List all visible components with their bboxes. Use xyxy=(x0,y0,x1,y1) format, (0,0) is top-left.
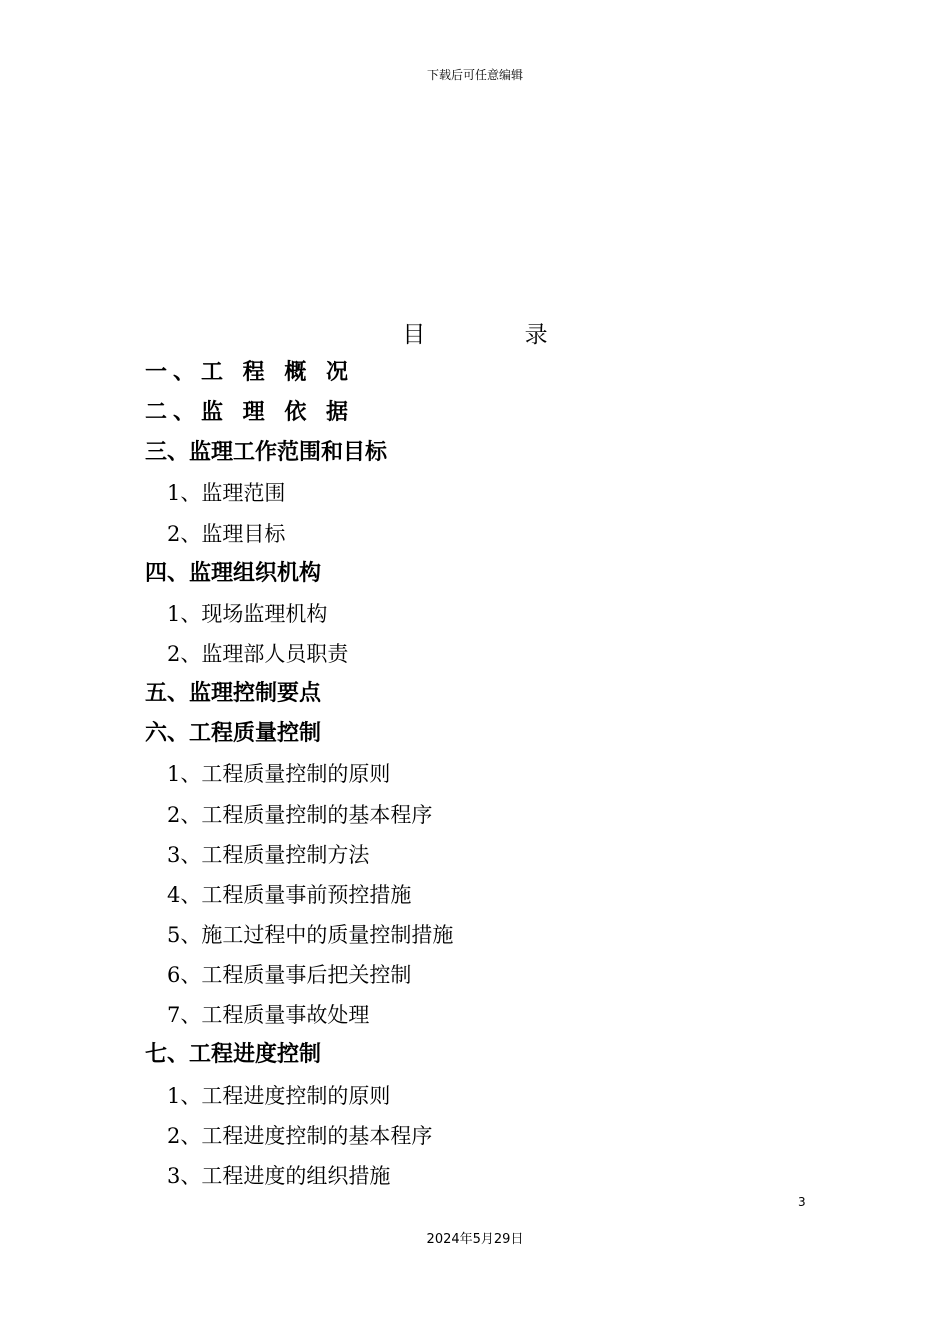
toc-subsection-item xyxy=(145,754,453,794)
toc-item-label: 、工程进度控制的基本程序 xyxy=(180,1123,433,1148)
toc-subsection-item xyxy=(145,795,453,835)
toc-item-number: 4 xyxy=(167,882,181,907)
header-note: 下载后可任意编辑 xyxy=(426,68,523,82)
footer-date: 2024年5月29日 xyxy=(426,1232,524,1247)
toc-item-label: 四、监理组织机构 xyxy=(145,560,322,586)
toc-item-label: 、工程质量事故处理 xyxy=(180,1003,370,1028)
toc-item-label: 、现场监理机构 xyxy=(180,601,328,626)
toc-section-heading xyxy=(145,674,453,714)
toc-item-label: 六、工程质量控制 xyxy=(145,721,322,747)
toc-section-heading xyxy=(145,714,453,754)
toc-item-number: 7 xyxy=(167,1003,181,1028)
toc-subsection-item xyxy=(145,1156,453,1196)
toc-item-number: 2 xyxy=(167,802,181,827)
toc-item-number: 1 xyxy=(167,762,181,787)
toc-title: 目 录 xyxy=(402,322,594,348)
toc-item-label: 、工程质量事前预控措施 xyxy=(180,882,412,907)
toc-item-number: 2 xyxy=(167,1123,181,1148)
toc-item-label: 、工程进度的组织措施 xyxy=(180,1163,391,1188)
toc-subsection-item xyxy=(145,875,453,915)
toc-item-label: 、工程质量控制的原则 xyxy=(180,762,391,787)
toc-item-label: 、工程质量事后把关控制 xyxy=(180,963,412,988)
toc-subsection-item xyxy=(145,995,453,1035)
toc-item-number: 5 xyxy=(167,922,181,947)
toc-section-heading xyxy=(145,554,453,594)
toc-item-label: 七、工程进度控制 xyxy=(145,1042,322,1068)
toc-item-label: 、施工过程中的质量控制措施 xyxy=(180,922,454,947)
toc-subsection-item xyxy=(145,473,453,513)
toc-item-label: 、工程质量控制方法 xyxy=(180,842,370,867)
toc-item-number: 1 xyxy=(167,1083,181,1108)
toc-item-number: 2 xyxy=(167,641,181,666)
toc-item-label: 、工程进度控制的原则 xyxy=(180,1083,391,1108)
toc-subsection-item xyxy=(145,835,453,875)
toc-item-number: 2 xyxy=(167,521,181,546)
toc-item-label: 、监理范围 xyxy=(180,481,286,506)
toc-item-label: 一、工 程 概 况 xyxy=(145,360,354,385)
toc-section-heading xyxy=(145,1035,453,1075)
toc-subsection-item xyxy=(145,514,453,554)
toc-section-heading xyxy=(145,433,453,473)
toc-item-label: 五、监理控制要点 xyxy=(145,681,322,707)
toc-subsection-item xyxy=(145,1076,453,1116)
toc-section-heading xyxy=(145,353,453,393)
toc-item-label: 、监理部人员职责 xyxy=(180,641,349,666)
toc-item-number: 3 xyxy=(167,842,181,867)
toc-subsection-item xyxy=(145,634,453,674)
page-number: 3 xyxy=(798,1195,806,1209)
toc-item-label: 二、监 理 依 据 xyxy=(145,400,354,426)
toc-section-heading xyxy=(145,393,453,433)
table-of-contents xyxy=(145,353,453,1196)
toc-item-number: 3 xyxy=(167,1163,181,1188)
toc-item-number: 1 xyxy=(167,481,181,506)
toc-subsection-item xyxy=(145,1116,453,1156)
toc-item-label: 、工程质量控制的基本程序 xyxy=(180,802,433,827)
toc-subsection-item xyxy=(145,915,453,955)
toc-subsection-item xyxy=(145,594,453,634)
toc-item-number: 1 xyxy=(167,601,181,626)
toc-item-number: 6 xyxy=(167,963,181,988)
toc-item-label: 、监理目标 xyxy=(180,521,286,546)
toc-subsection-item xyxy=(145,955,453,995)
toc-item-label: 三、监理工作范围和目标 xyxy=(145,440,388,466)
